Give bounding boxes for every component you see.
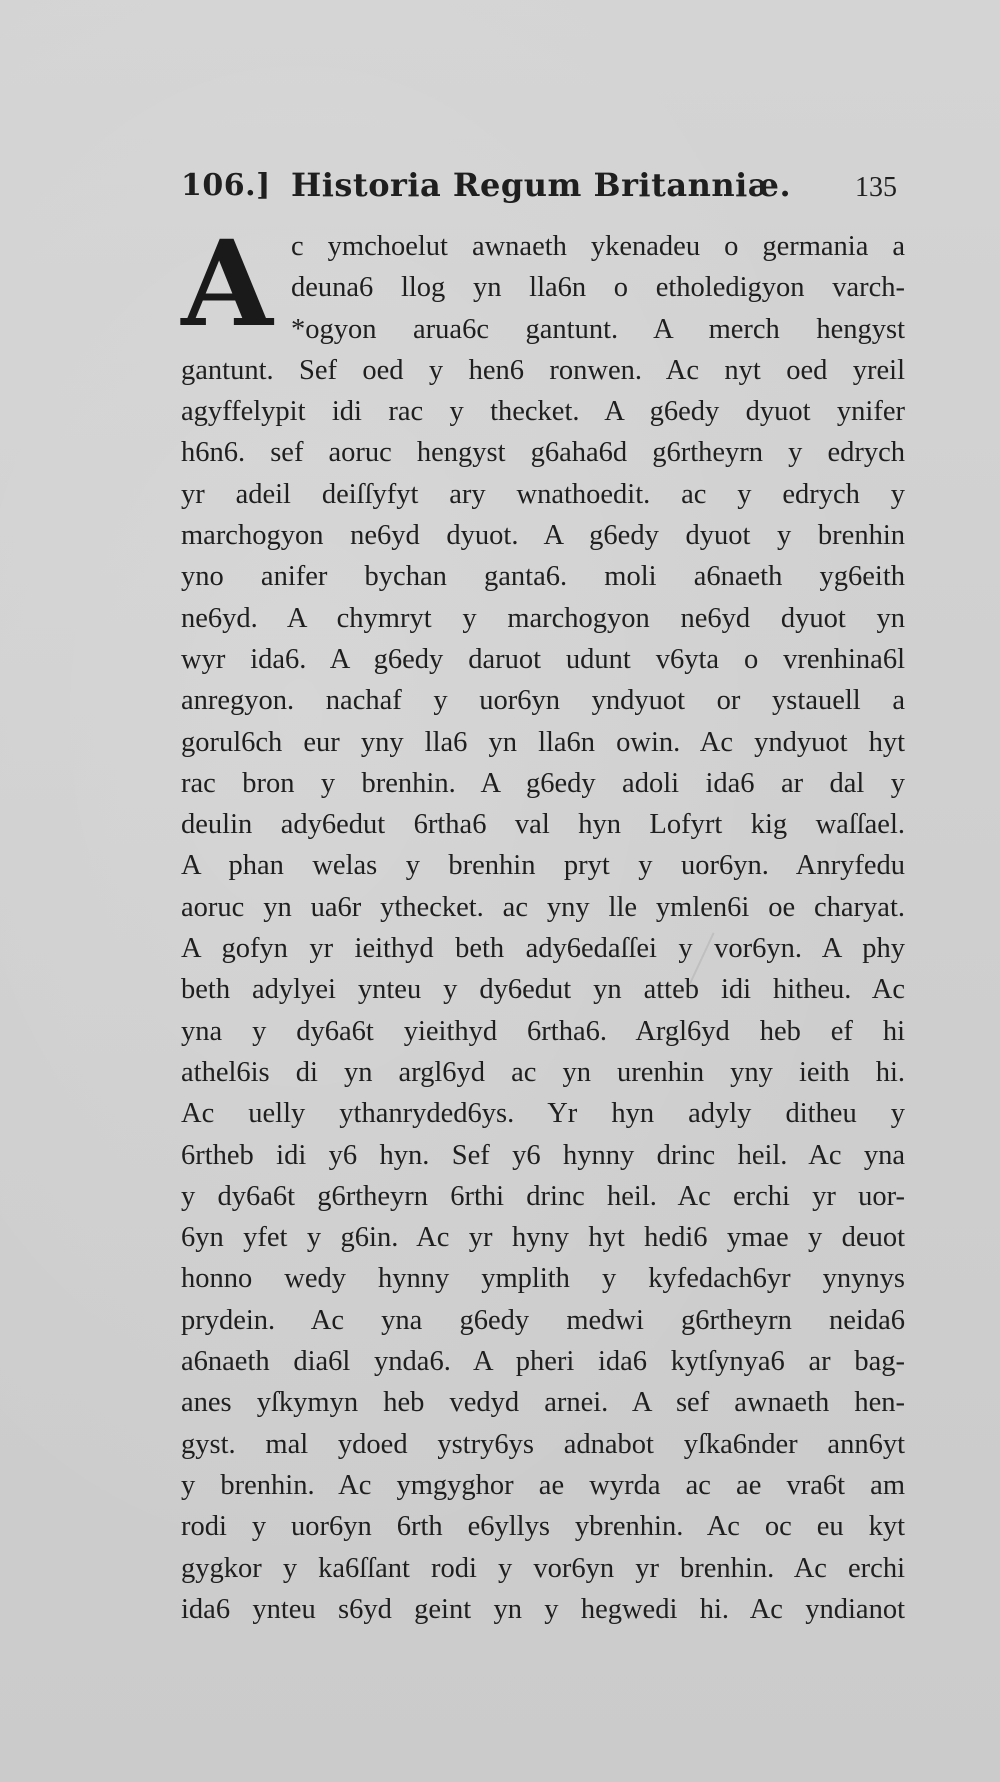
text-line: *ogyon arua6c gantunt. A merch hengyst <box>291 313 905 345</box>
text-line: beth adylyei ynteu y dy6edut yn atteb idi hitheu. Ac <box>181 974 905 1006</box>
initial-letter-glyph: A <box>181 214 273 353</box>
page-number: 135 <box>855 172 897 203</box>
text-line: anes yſkymyn heb vedyd arnei. A sef awnaeth hen- <box>181 1387 905 1419</box>
text-line: agyffelypit idi rac y thecket. A g6edy dyuot ynifer <box>181 396 905 428</box>
text-line: deuna6 llog yn lla6n o etholedigyon varch- <box>291 272 905 304</box>
text-line: h6n6. sef aoruc hengyst g6aha6d g6rtheyrn y edrych <box>181 437 905 469</box>
running-title: Historia Regum Britanniæ. <box>291 166 792 204</box>
text-line: deulin ady6edut 6rtha6 val hyn Lofyrt kig waſſael. <box>181 809 905 841</box>
text-line: gantunt. Sef oed y hen6 ronwen. Ac nyt oed yreil <box>181 354 905 386</box>
text-line: honno wedy hynny ymplith y kyfedach6yr ynynys <box>181 1263 905 1295</box>
text-line: y dy6a6t g6rtheyrn 6rthi drinc heil. Ac erchi yr uor- <box>181 1180 905 1212</box>
text-line: rac bron y brenhin. A g6edy adoli ida6 ar dal y <box>181 767 905 799</box>
text-line: wyr ida6. A g6edy daruot udunt v6yta o vrenhina6l <box>181 643 905 675</box>
text-line: c ymchoelut awnaeth ykenadeu o germania a <box>291 231 905 262</box>
text-line: prydein. Ac yna g6edy medwi g6rtheyrn neida6 <box>181 1304 905 1336</box>
text-line: yna y dy6a6t yieithyd 6rtha6. Argl6yd heb ef hi <box>181 1015 905 1047</box>
text-line: rodi y uor6yn 6rth e6yllys ybrenhin. Ac oc eu kyt <box>181 1511 905 1543</box>
text-line: gorul6ch eur yny lla6 yn lla6n owin. Ac yndyuot hyt <box>181 726 905 758</box>
text-line: 6rtheb idi y6 hyn. Sef y6 hynny drinc heil. Ac yna <box>181 1139 905 1171</box>
text-line: aoruc yn ua6r ythecket. ac yny lle ymlen6i oe charyat. <box>181 891 905 923</box>
text-line: ida6 ynteu s6yd geint yn y hegwedi hi. Ac yndianot <box>181 1593 905 1625</box>
text-line: Ac uelly ythanryded6ys. Yr hyn adyly ditheu y <box>181 1098 905 1130</box>
text-line: yno anifer bychan ganta6. moli a6naeth yg6eith <box>181 561 905 593</box>
text-line: yr adeil deiſſyfyt ary wnathoedit. ac y edrych y <box>181 478 905 510</box>
running-header <box>181 168 897 208</box>
text-line: anregyon. nachaf y uor6yn yndyuot or ystauell a <box>181 685 905 717</box>
text-line: y brenhin. Ac ymgyghor ae wyrda ac ae vra6t am <box>181 1469 905 1501</box>
text-line: gyst. mal ydoed ystry6ys adnabot yſka6nder ann6yt <box>181 1428 905 1460</box>
folio-reference: 106.] <box>181 168 271 203</box>
text-line: ne6yd. A chymryt y marchogyon ne6yd dyuot yn <box>181 602 905 634</box>
text-line: athel6is di yn argl6yd ac yn urenhin yny ieith hi. <box>181 1056 905 1088</box>
text-line: a6naeth dia6l ynda6. A pheri ida6 kytſynya6 ar bag- <box>181 1346 905 1378</box>
text-line: A phan welas y brenhin pryt y uor6yn. Anryfedu <box>181 850 905 882</box>
text-line: gygkor y ka6ſſant rodi y vor6yn yr brenhin. Ac erchi <box>181 1552 905 1584</box>
text-line: 6yn yfet y g6in. Ac yr hyny hyt hedi6 ymae y deuot <box>181 1222 905 1254</box>
body-text <box>181 226 905 1630</box>
text-line: A gofyn yr ieithyd beth ady6edaſſei y vor6yn. A phy <box>181 933 905 965</box>
text-line: marchogyon ne6yd dyuot. A g6edy dyuot y brenhin <box>181 520 905 552</box>
